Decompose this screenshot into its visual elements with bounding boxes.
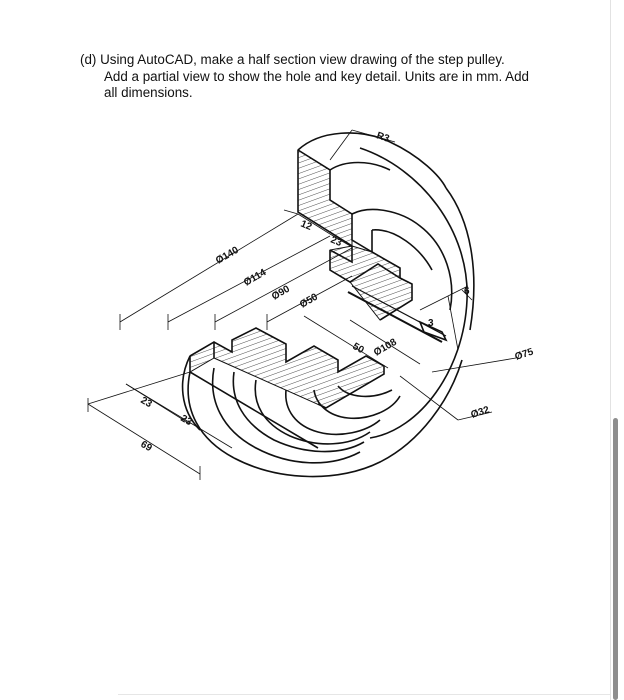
dimension-labels (139, 130, 536, 454)
dim-69: 69 (138, 439, 154, 455)
question-line-1: (d) Using AutoCAD, make a half section view drawing of the step pulley. (80, 52, 505, 67)
section-hatching (190, 150, 412, 408)
dim-dia50: Ø50 (298, 291, 320, 311)
dim-23-a: 23 (138, 395, 154, 411)
dim-dia75: Ø75 (513, 346, 535, 363)
dim-dia90: Ø90 (270, 283, 292, 303)
dim-dia140: Ø140 (214, 244, 241, 267)
question-line-2: Add a partial view to show the hole and key detail. Units are in mm. Add (104, 68, 530, 84)
dim-3: 3 (428, 318, 434, 329)
dim-50: 50 (350, 341, 366, 357)
dim-6: 6 (464, 286, 470, 297)
dim-r3: R3 (375, 130, 391, 145)
dim-dia108: Ø108 (372, 336, 399, 359)
question-line-3: all dimensions. (104, 85, 193, 100)
dim-dia114: Ø114 (242, 267, 269, 289)
dim-23-top: 23 (328, 234, 344, 249)
dim-dia32: Ø32 (469, 404, 491, 421)
dim-23-b: 23 (178, 413, 194, 429)
dim-12: 12 (298, 218, 314, 233)
